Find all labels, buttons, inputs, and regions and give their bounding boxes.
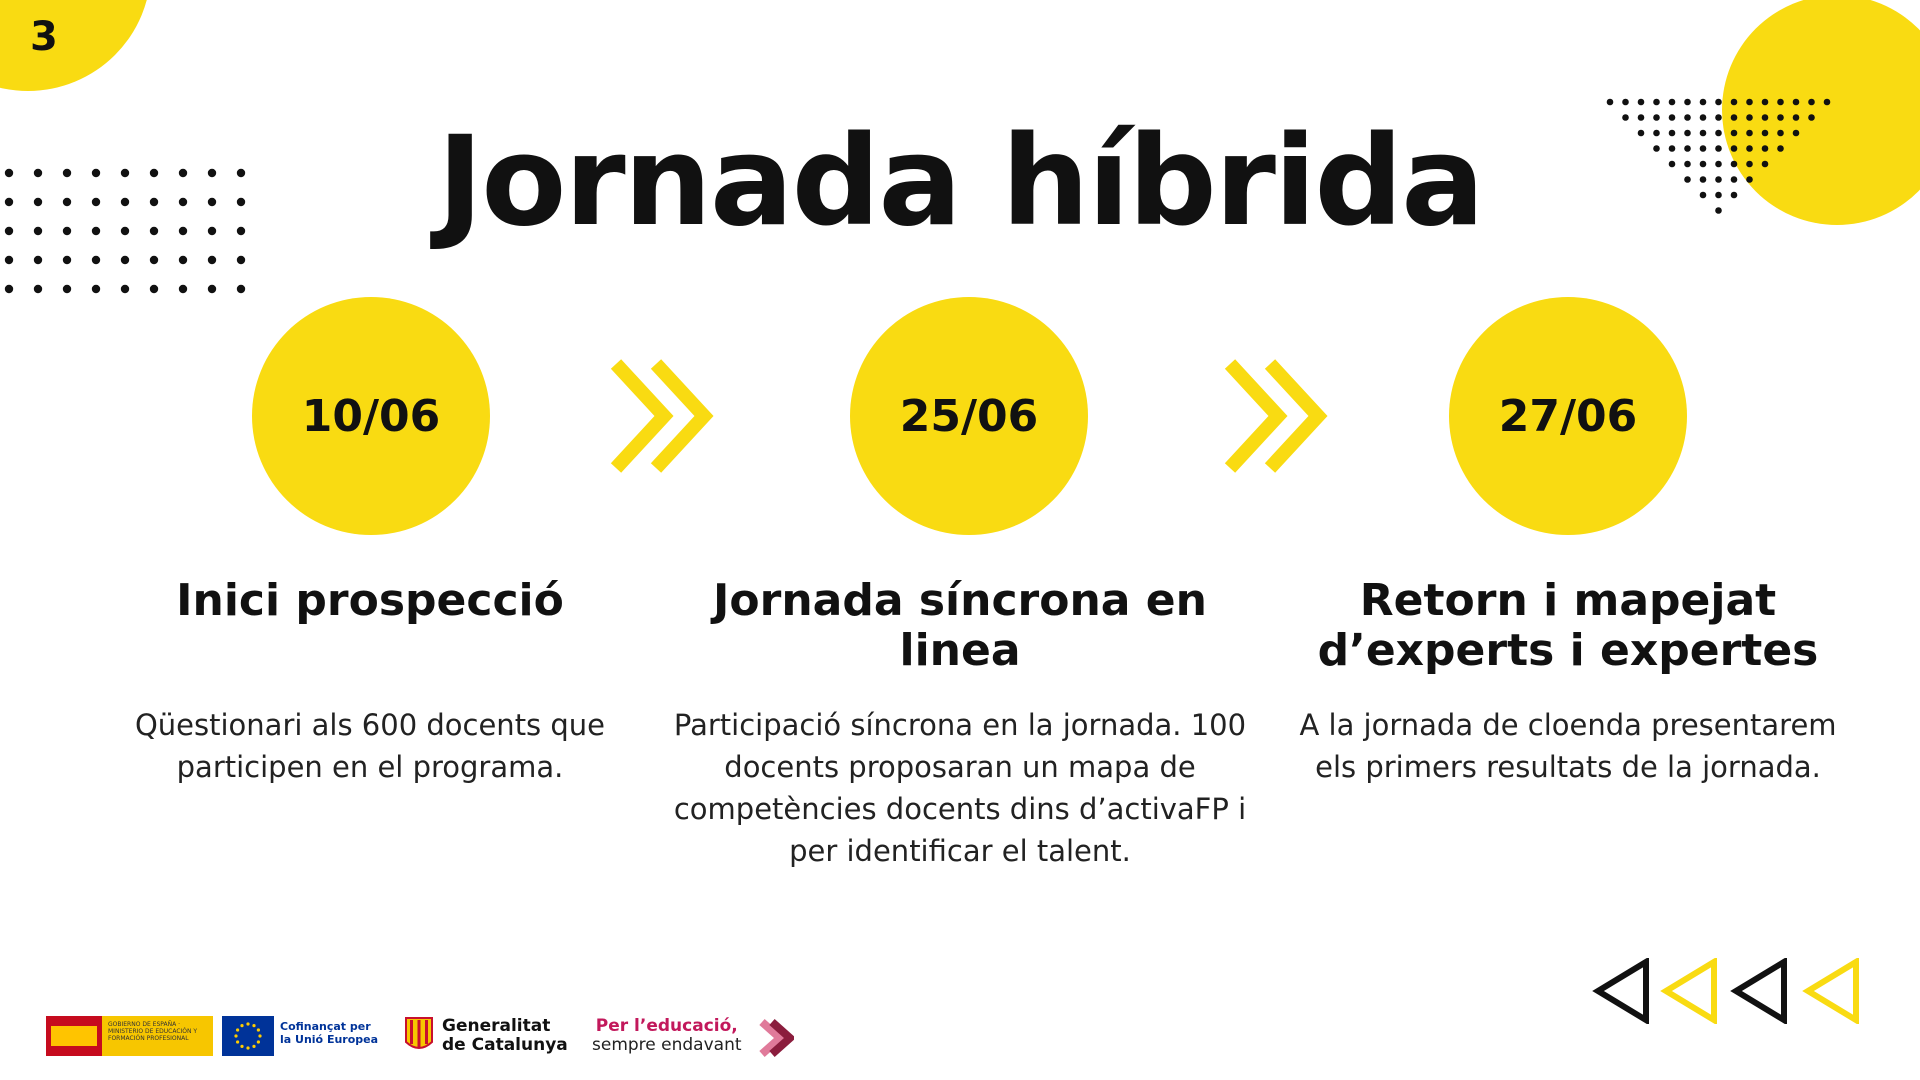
date-circle-2: 25/06 [850,297,1088,535]
back-arrows-decoration [1592,958,1864,1024]
spain-ministry-logo [46,1016,213,1056]
page-number: 3 [30,14,58,60]
eu-line-1: Cofinançat per [280,1020,371,1033]
eu-line-2: la Unió Europea [280,1033,379,1046]
step-title-2: Jornada síncrona en linea [713,575,1207,676]
footer-logos [46,1012,806,1062]
spain-ministry-text: GOBIERNO DE ESPAÑA · MINISTERIO DE EDUCACIÓN Y FORMACIÓN PROFESIONAL [108,1021,198,1042]
eu-flag-icon [222,1016,274,1056]
gen-line-2: de Catalunya [442,1035,568,1055]
step-description-2: Participació síncrona en la jornada. 100 docents proposaran un mapa de competències docents dins d’activaFP i per identificar el talent. [673,708,1247,868]
date-circle-3: 27/06 [1449,297,1687,535]
triangle-left-yellow-icon [1666,962,1714,1020]
page-title: Jornada híbrida [437,110,1483,254]
step-description-3: A la jornada de cloenda presentarem els primers resultats de la jornada. [1299,708,1837,784]
double-chevron-right-icon [608,356,718,476]
edu-line-1: Per l’educació, [595,1016,738,1036]
education-slogan [592,1017,742,1055]
chevron-right-icon [758,1018,794,1058]
generalitat-emblem-icon [404,1016,434,1054]
generalitat-text [442,1017,568,1055]
corner-circle-top-left [0,0,151,91]
triangle-left-yellow-icon [1808,962,1856,1020]
eu-cofinanced-text [280,1020,378,1046]
triangle-left-outline-icon [1736,962,1784,1020]
triangle-left-outline-icon [1598,962,1646,1020]
step-description-1: Qüestionari als 600 docents que participen en el programa. [134,708,606,784]
step-title-1: Inici prospecció [176,575,564,626]
gen-line-1: Generalitat [442,1016,551,1036]
date-circle-1: 10/06 [252,297,490,535]
step-title-3: Retorn i mapejat d’experts i expertes [1317,575,1819,676]
edu-line-2: sempre endavant [592,1035,742,1055]
double-chevron-right-icon [1222,356,1332,476]
